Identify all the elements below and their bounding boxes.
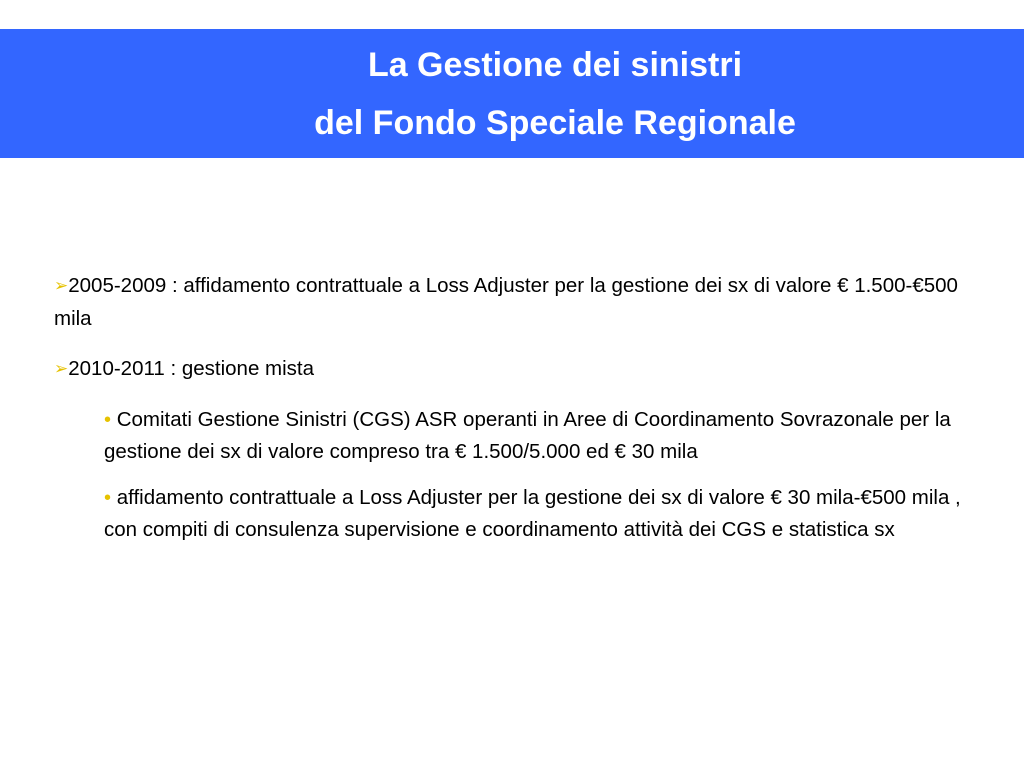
list-item-text: 2010-2011 : gestione mista [68, 357, 315, 380]
dot-bullet-icon: • [104, 409, 112, 431]
list-item [104, 404, 984, 468]
list-item [54, 270, 984, 335]
list-item [104, 482, 984, 546]
list-item-text: Comitati Gestione Sinistri (CGS) ASR operanti in Aree di Coordinamento Sovrazonale per la gestione dei sx di valore compreso tra € 1.500/5.000 ed € 30 mila [104, 408, 951, 463]
arrow-bullet-icon: ➢ [54, 359, 69, 378]
list-item-text: affidamento contrattuale a Loss Adjuster per la gestione dei sx di valore € 30 mila-€500 mila , con compiti di consulenza supervisione e coordinamento attività dei CGS e statistica sx [104, 486, 961, 541]
list-item-text: 2005-2009 : affidamento contrattuale a Loss Adjuster per la gestione dei sx di valore € 1.500-€500 mila [54, 274, 958, 330]
list-item [54, 353, 984, 386]
dot-bullet-icon: • [104, 487, 112, 509]
arrow-bullet-icon: ➢ [54, 276, 69, 295]
bullet-list [54, 270, 984, 560]
title-line-2: del Fondo Speciale Regionale [314, 104, 796, 142]
title-line-1: La Gestione dei sinistri [367, 46, 743, 84]
slide-title [0, 29, 1024, 143]
